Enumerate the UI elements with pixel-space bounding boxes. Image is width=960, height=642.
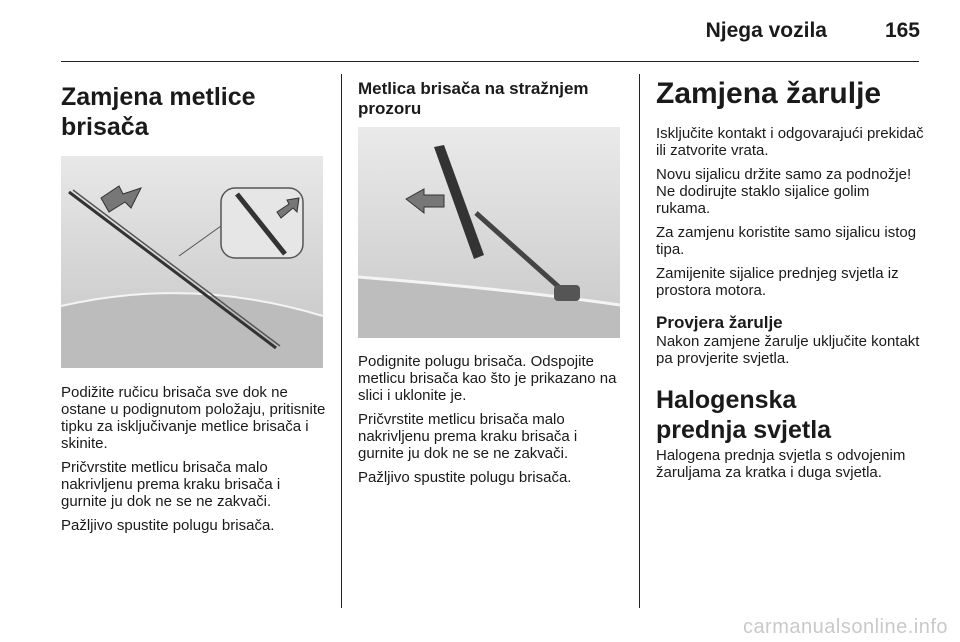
column-bulb-replacement [656, 74, 924, 488]
header-page-number: 165 [884, 19, 920, 42]
heading-rear-wiper: Metlica brisača na stražnjem prozoru [358, 79, 589, 118]
column-rear-wiper [358, 74, 623, 493]
paragraph: Nakon zamjene žarulje uključite kontakt pa provjerite svjetla. [656, 333, 920, 367]
heading-bulb-replacement: Zamjena žarulje [656, 77, 882, 110]
paragraph: Pažljivo spustite polugu brisača. [61, 517, 275, 534]
paragraph: Pažljivo spustite polugu brisača. [358, 469, 572, 486]
column-front-wiper [61, 74, 326, 541]
column-divider-2 [639, 74, 640, 608]
paragraph: Novu sijalicu držite samo za podnožje! Ne dodirujte staklo sijalice golim rukama. [656, 166, 912, 217]
paragraph: Podižite ručicu brisača sve dok ne ostane u podignutom položaju, pritisnite tipku za isključivanje metlice brisača i skinite. [61, 384, 326, 452]
figure-front-wiper [61, 156, 323, 368]
heading-front-wiper: Zamjena metlice brisača [61, 83, 256, 141]
paragraph: Halogena prednja svjetla s odvojenim žaruljama za kratka i duga svjetla. [656, 447, 906, 481]
figure-rear-wiper [358, 127, 620, 338]
subheading-bulb-check: Provjera žarulje [656, 313, 783, 332]
header-rule [61, 61, 919, 62]
column-divider-1 [341, 74, 342, 608]
paragraph: Podignite polugu brisača. Odspojite metlicu brisača kao što je prikazano na slici i uklonite je. [358, 353, 617, 404]
paragraph: Za zamjenu koristite samo sijalicu istog tipa. [656, 224, 917, 258]
paragraph: Isključite kontakt i odgovarajući prekidač ili zatvorite vrata. [656, 125, 924, 159]
paragraph: Pričvrstite metlicu brisača malo nakrivljenu prema kraku brisača i gurnite ju dok ne se ne zakvači. [358, 411, 578, 462]
header-section-title: Njega vozila [705, 19, 827, 42]
paragraph: Pričvrstite metlicu brisača malo nakrivljenu prema kraku brisača i gurnite ju dok ne se ne zakvači. [61, 459, 281, 510]
watermark: carmanualsonline.info [742, 616, 948, 638]
paragraph: Zamijenite sijalice prednjeg svjetla iz prostora motora. [656, 265, 899, 299]
heading-halogen-headlights: Halogenska prednja svjetla [656, 386, 832, 444]
